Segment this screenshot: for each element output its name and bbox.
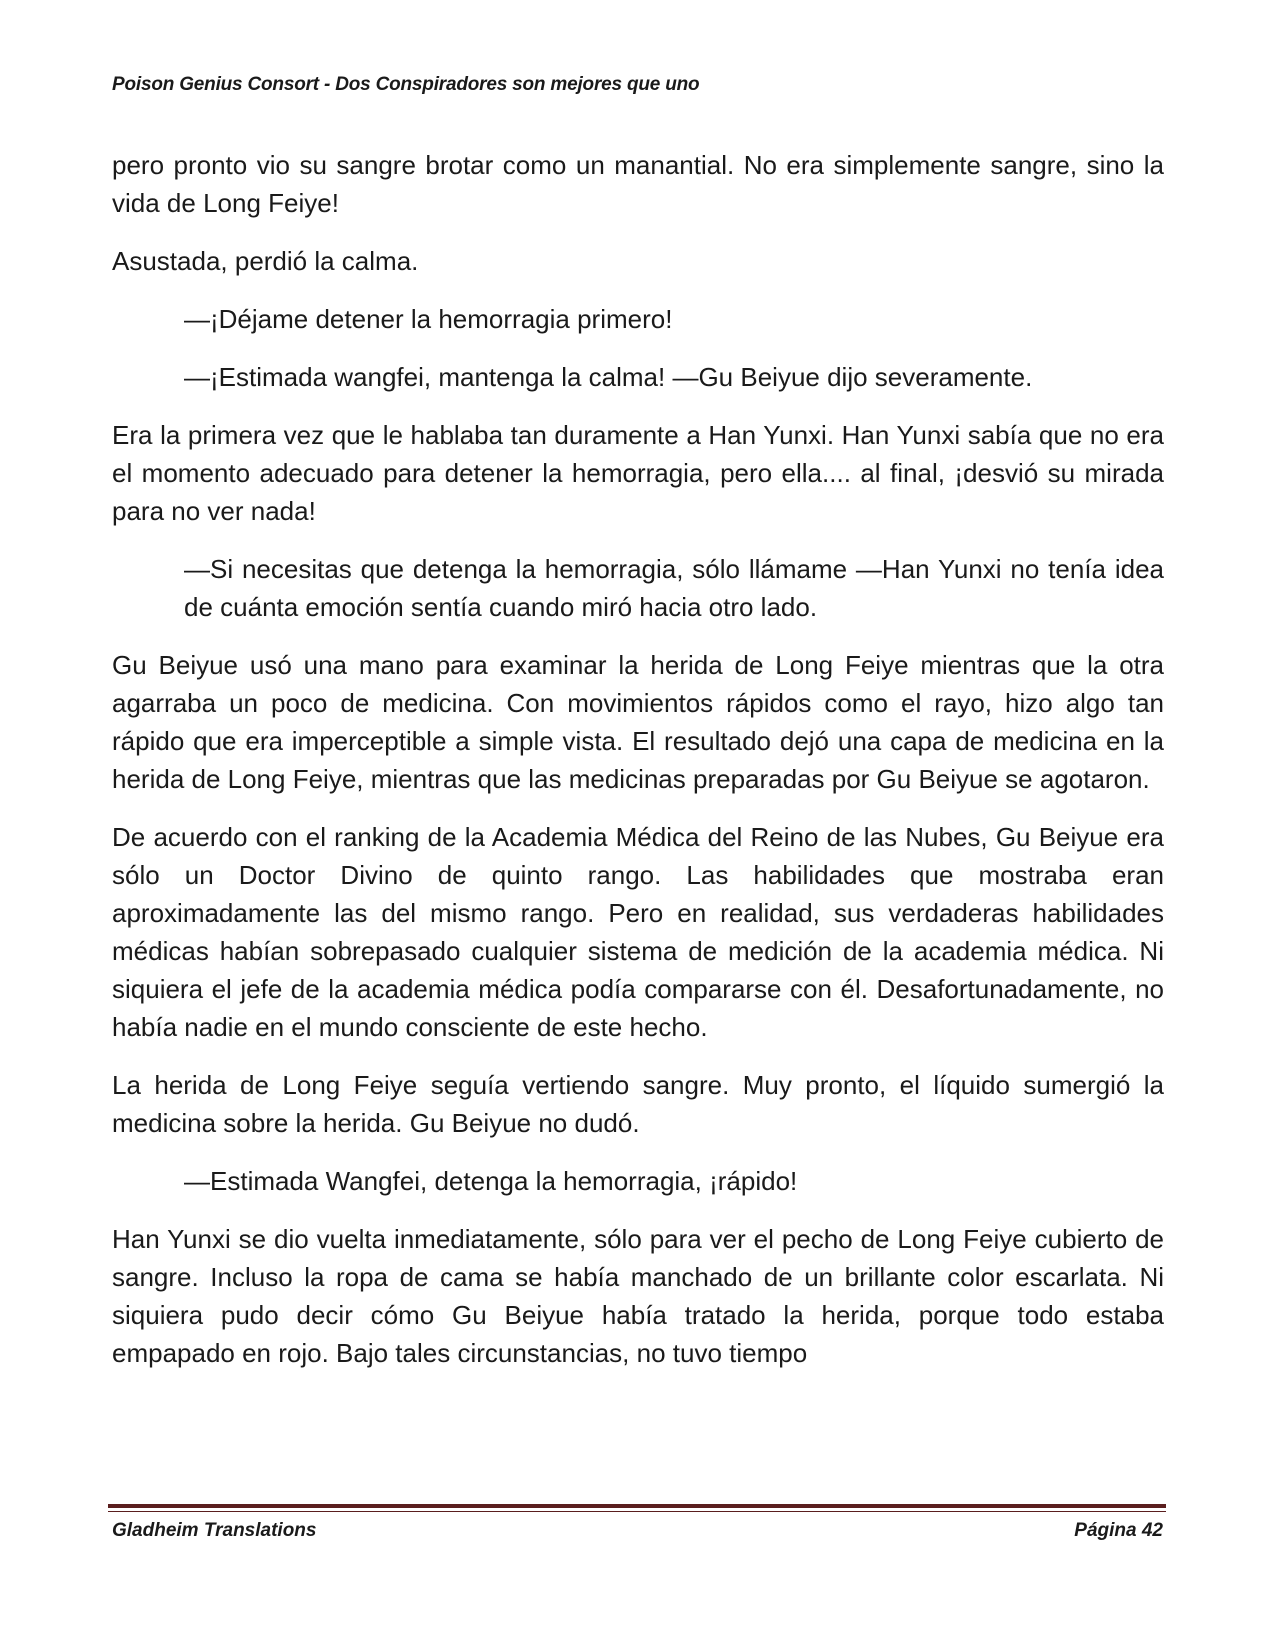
footer-divider-thin (108, 1511, 1166, 1512)
document-body (112, 146, 1164, 1392)
dialogue-paragraph: —¡Déjame detener la hemorragia primero! (184, 304, 673, 334)
paragraph: De acuerdo con el ranking de la Academia Médica del Reino de las Nubes, Gu Beiyue era sólo un Doctor Divino de quinto rango. Las habilidades que mostraba eran aproximadamente las del mismo rango. Pero en realidad, sus verdaderas habilidades médicas habían sobrepasado cualquier sistema de medición de la academia médica. Ni siquiera el jefe de la academia médica podía compararse con él. Desafortunadamente, no había nadie en el mundo consciente de este hecho. (112, 822, 1164, 1042)
paragraph: pero pronto vio su sangre brotar como un manantial. No era simplemente sangre, sino la vida de Long Feiye! (112, 150, 1164, 218)
paragraph: La herida de Long Feiye seguía vertiendo sangre. Muy pronto, el líquido sumergió la medicina sobre la herida. Gu Beiyue no dudó. (112, 1070, 1164, 1138)
paragraph: Han Yunxi se dio vuelta inmediatamente, sólo para ver el pecho de Long Feiye cubierto de sangre. Incluso la ropa de cama se había manchado de un brillante color escarlata. Ni siquiera pudo decir cómo Gu Beiyue había tratado la herida, porque todo estaba empapado en rojo. Bajo tales circunstancias, no tuvo tiempo (112, 1224, 1164, 1368)
dialogue-paragraph: —¡Estimada wangfei, mantenga la calma! —Gu Beiyue dijo severamente. (184, 362, 1033, 392)
footer-divider (108, 1504, 1166, 1508)
footer-publisher: Gladheim Translations (112, 1520, 317, 1541)
dialogue-paragraph: —Si necesitas que detenga la hemorragia, sólo llámame —Han Yunxi no tenía idea de cuánta emoción sentía cuando miró hacia otro lado. (184, 554, 1164, 622)
paragraph: Asustada, perdió la calma. (112, 246, 419, 276)
paragraph: Gu Beiyue usó una mano para examinar la herida de Long Feiye mientras que la otra agarraba un poco de medicina. Con movimientos rápidos como el rayo, hizo algo tan rápido que era imperceptible a simple vista. El resultado dejó una capa de medicina en la herida de Long Feiye, mientras que las medicinas preparadas por Gu Beiyue se agotaron. (112, 650, 1164, 794)
page-header-title: Poison Genius Consort - Dos Conspiradores son mejores que uno (112, 74, 700, 95)
page-number: Página 42 (1074, 1520, 1163, 1541)
dialogue-paragraph: —Estimada Wangfei, detenga la hemorragia, ¡rápido! (184, 1166, 798, 1196)
paragraph: Era la primera vez que le hablaba tan duramente a Han Yunxi. Han Yunxi sabía que no era el momento adecuado para detener la hemorragia, pero ella.... al final, ¡desvió su mirada para no ver nada! (112, 420, 1164, 526)
